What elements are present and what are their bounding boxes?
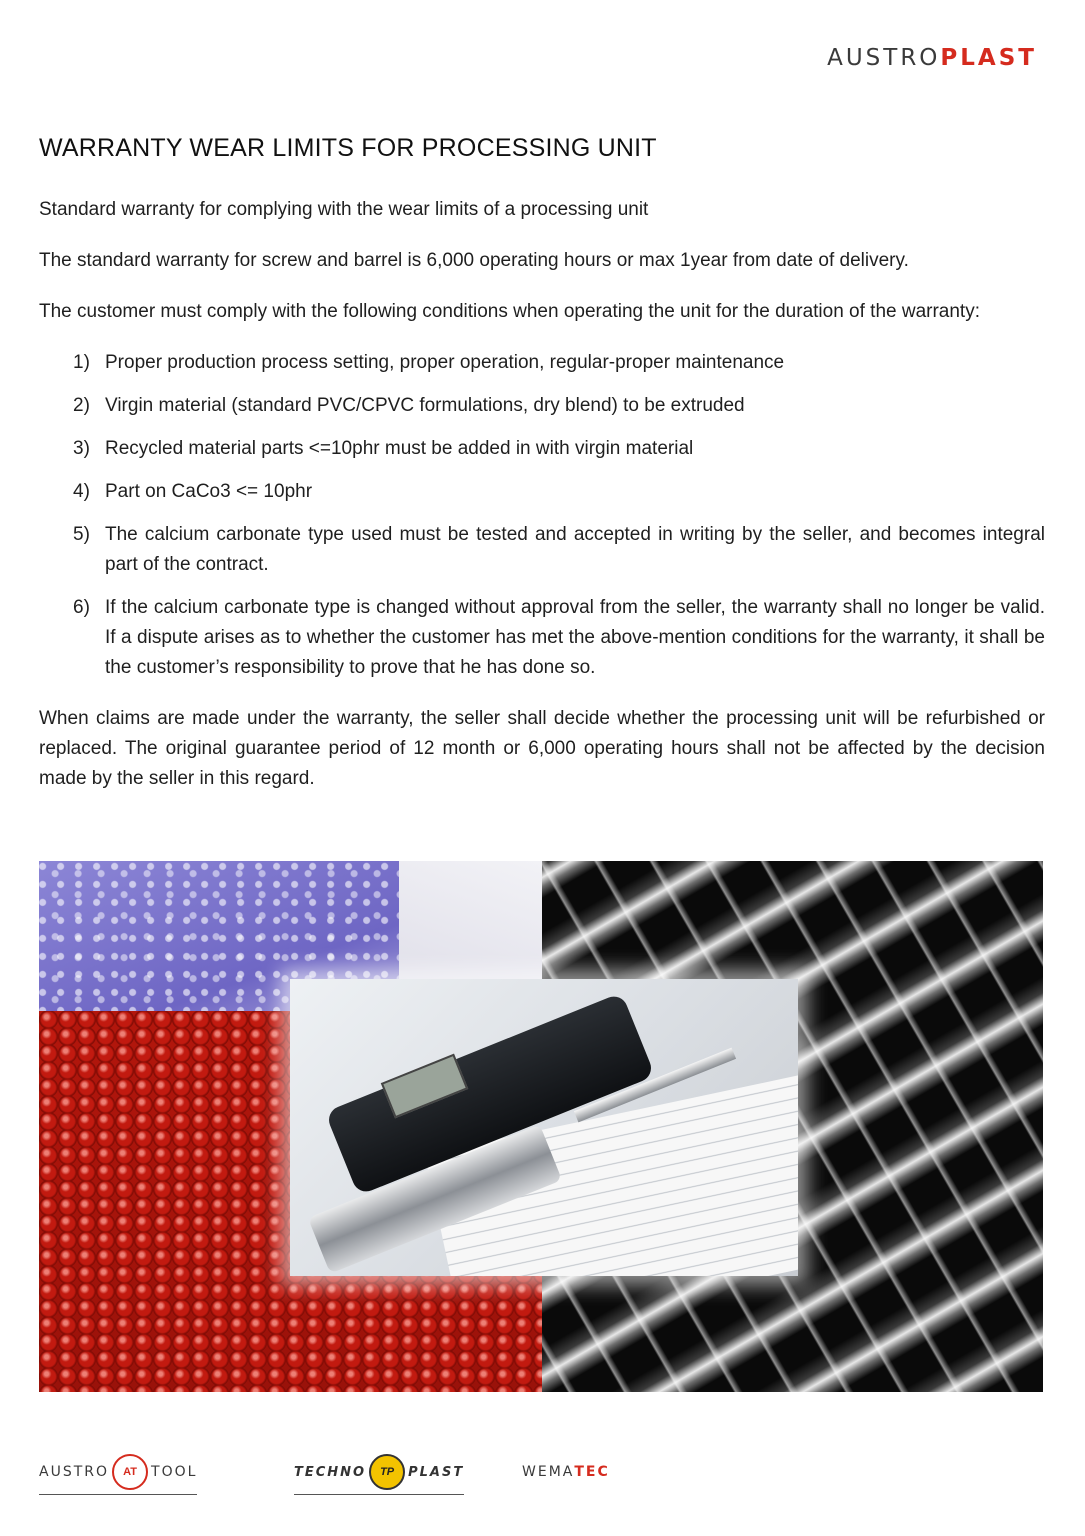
austrotool-logo <box>39 1452 197 1495</box>
list-item-number: 1) <box>73 352 90 373</box>
list-item-number: 3) <box>73 438 90 459</box>
standard-warranty-paragraph: The standard warranty for screw and barrel is 6,000 operating hours or max 1year from date of delivery. <box>39 250 909 271</box>
conditions-intro-paragraph: The customer must comply with the following conditions when operating the unit for the duration of the warranty: <box>39 301 980 322</box>
list-item <box>73 434 1045 464</box>
technoplast-logo <box>294 1452 464 1495</box>
technoplast-left-text: TECHNO <box>294 1464 367 1480</box>
austrotool-badge-icon: AT <box>112 1454 148 1490</box>
list-item-number: 2) <box>73 395 90 416</box>
logo-text-plast: PLAST <box>940 45 1037 71</box>
document-body <box>39 195 1045 815</box>
footer-logos <box>39 1452 1045 1492</box>
list-item-text: Proper production process setting, proper operation, regular-proper maintenance <box>105 352 785 373</box>
list-item-number: 6) <box>73 597 90 618</box>
list-item <box>73 593 1045 683</box>
list-item-text: Recycled material parts <=10phr must be added in with virgin material <box>105 438 694 459</box>
technoplast-right-text: PLAST <box>408 1464 465 1480</box>
wematec-text-tec: TEC <box>574 1464 610 1480</box>
wematec-logo <box>522 1452 610 1492</box>
logo-text-austro: AUSTRO <box>827 45 941 71</box>
technoplast-badge-icon: TP <box>369 1454 405 1490</box>
list-item <box>73 348 1045 378</box>
list-item-text: If the calcium carbonate type is changed without approval from the seller, the warranty shall no longer be valid. If a dispute arises as to whether the customer has met the above-mention conditions for the warranty, it shall be the customer’s responsibility to prove that he has done so. <box>105 597 1045 678</box>
list-item-text: The calcium carbonate type used must be tested and accepted in writing by the seller, and becomes integral part of the contract. <box>105 524 1045 575</box>
intro-paragraph: Standard warranty for complying with the wear limits of a processing unit <box>39 199 649 220</box>
closing-paragraph: When claims are made under the warranty, the seller shall decide whether the processing unit will be refurbished or replaced. The original guarantee period of 12 month or 6,000 operating hours shall not be affected by the decision made by the seller in this regard. <box>39 708 1045 789</box>
list-item-text: Virgin material (standard PVC/CPVC formulations, dry blend) to be extruded <box>105 395 745 416</box>
austroplast-logo <box>827 45 1037 71</box>
page-title: WARRANTY WEAR LIMITS FOR PROCESSING UNIT <box>39 134 657 162</box>
list-item <box>73 391 1045 421</box>
list-item <box>73 477 1045 507</box>
collage-image <box>39 861 1043 1392</box>
conditions-list <box>39 348 1045 683</box>
austrotool-left-text: AUSTRO <box>39 1464 110 1480</box>
list-item-number: 4) <box>73 481 90 502</box>
wematec-text-wema: WEMA <box>522 1464 575 1480</box>
austrotool-right-text: TOOL <box>151 1464 198 1480</box>
list-item-number: 5) <box>73 524 90 545</box>
list-item-text: Part on CaCo3 <= 10phr <box>105 481 313 502</box>
list-item <box>73 520 1045 580</box>
micrometer-image <box>290 979 798 1276</box>
